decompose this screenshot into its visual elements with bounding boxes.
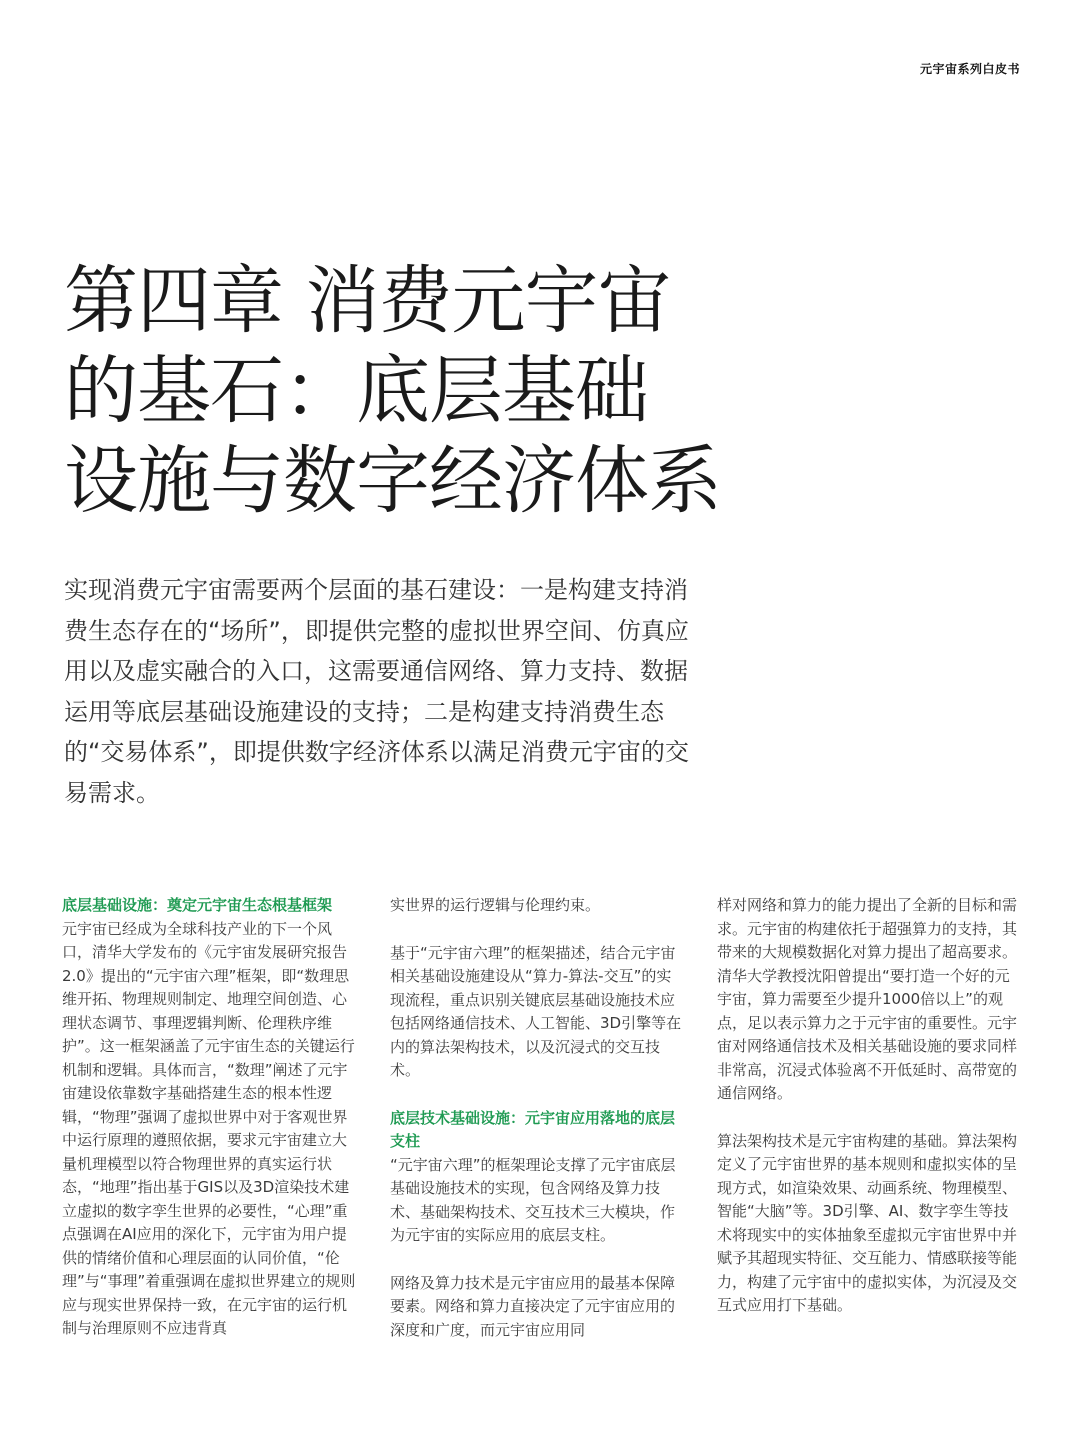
intro-paragraph: 实现消费元宇宙需要两个层面的基石建设：一是构建支持消费生态存在的“场所”，即提供完整的虚拟世界空间、仿真应用以及虚实融合的入口，这需要通信网络、算力支持、数据运用等底层基础设施建设的支持；二是构建支持消费生态的“交易体系”，即提供数字经济体系以满足消费元宇宙的交易需求。 [64, 576, 689, 807]
chapter-title-line-3: 设施与数字经济体系 [64, 438, 721, 524]
column-2-paragraph-4: 网络及算力技术是元宇宙应用的最基本保障要素。网络和算力直接决定了元宇宙应用的深度和广度，而元宇宙应用同 [390, 1273, 676, 1339]
series-label: 元宇宙系列白皮书 [919, 62, 1020, 76]
column-3-paragraph-2: 算法架构技术是元宇宙构建的基础。算法架构定义了元宇宙世界的基本规则和虚拟实体的呈现方式，如渲染效果、动画系统、物理模型、智能“大脑”等。3D引擎、AI、数字孪生等技术将现实中的实体抽象至虚拟元宇宙世界中并赋予其超现实特征、交互能力、情感联接等能力，构建了元宇宙中的虚拟实体，为沉浸及交互式应用打下基础。 [717, 1131, 1018, 1314]
column-2-paragraph-3: “元宇宙六理”的框架理论支撑了元宇宙底层基础设施技术的实现，包含网络及算力技术、基础架构技术、交互技术三大模块，作为元宇宙的实际应用的底层支柱。 [390, 1155, 676, 1244]
column-2 [390, 894, 686, 1342]
section-heading-infrastructure: 底层基础设施：奠定元宇宙生态根基框架 [62, 896, 333, 914]
chapter-title [64, 256, 824, 526]
column-2-paragraph-2: 基于“元宇宙六理”的框架描述，结合元宇宙相关基础设施建设从“算力-算法-交互”的实现流程，重点识别关键底层基础设施技术应包括网络通信技术、人工智能、3D引擎等在内的算法架构技术，以及沉浸式的交互技术。 [390, 943, 682, 1079]
column-1-paragraph: 元宇宙已经成为全球科技产业的下一个风口，清华大学发布的《元宇宙发展研究报告2.0》提出的“元宇宙六理”框架，即“数理思维开拓、物理规则制定、地理空间创造、心理状态调节、事理逻辑判断、伦理秩序维护”。这一框架涵盖了元宇宙生态的关键运行机制和逻辑。具体而言，“数理”阐述了元宇宙建设依靠数字基础搭建生态的根本性逻辑，“物理”强调了虚拟世界中对于客观世界中运行原理的遵照依据，要求元宇宙建立大量机理模型以符合物理世界的真实运行状态，“地理”指出基于GIS以及3D渲染技术建立虚拟的数字孪生世界的必要性，“心理”重点强调在AI应用的深化下，元宇宙为用户提供的情绪价值和心理层面的认同价值，“伦理”与“事理”着重强调在虚拟世界建立的规则应与现实世界保持一致，在元宇宙的运行机制与治理原则不应违背真 [62, 919, 356, 1337]
column-1 [62, 894, 360, 1341]
column-3-paragraph-1: 样对网络和算力的能力提出了全新的目标和需求。元宇宙的构建依托于超强算力的支持，其带来的大规模数据化对算力提出了超高要求。清华大学教授沈阳曾提出“要打造一个好的元宇宙，算力需要至少提升1000倍以上”的观点，足以表示算力之于元宇宙的重要性。元宇宙对网络通信技术及相关基础设施的要求同样非常高，沉浸式体验离不开低延时、高带宽的通信网络。 [717, 896, 1018, 1102]
column-2-paragraph-1: 实世界的运行逻辑与伦理约束。 [390, 896, 601, 914]
section-heading-tech-infrastructure: 底层技术基础设施：元宇宙应用落地的底层支柱 [390, 1108, 676, 1150]
chapter-title-line-2: 的基石：底层基础 [64, 348, 648, 434]
column-3 [717, 894, 1017, 1318]
chapter-title-line-1: 第四章 消费元宇宙 [64, 258, 671, 344]
